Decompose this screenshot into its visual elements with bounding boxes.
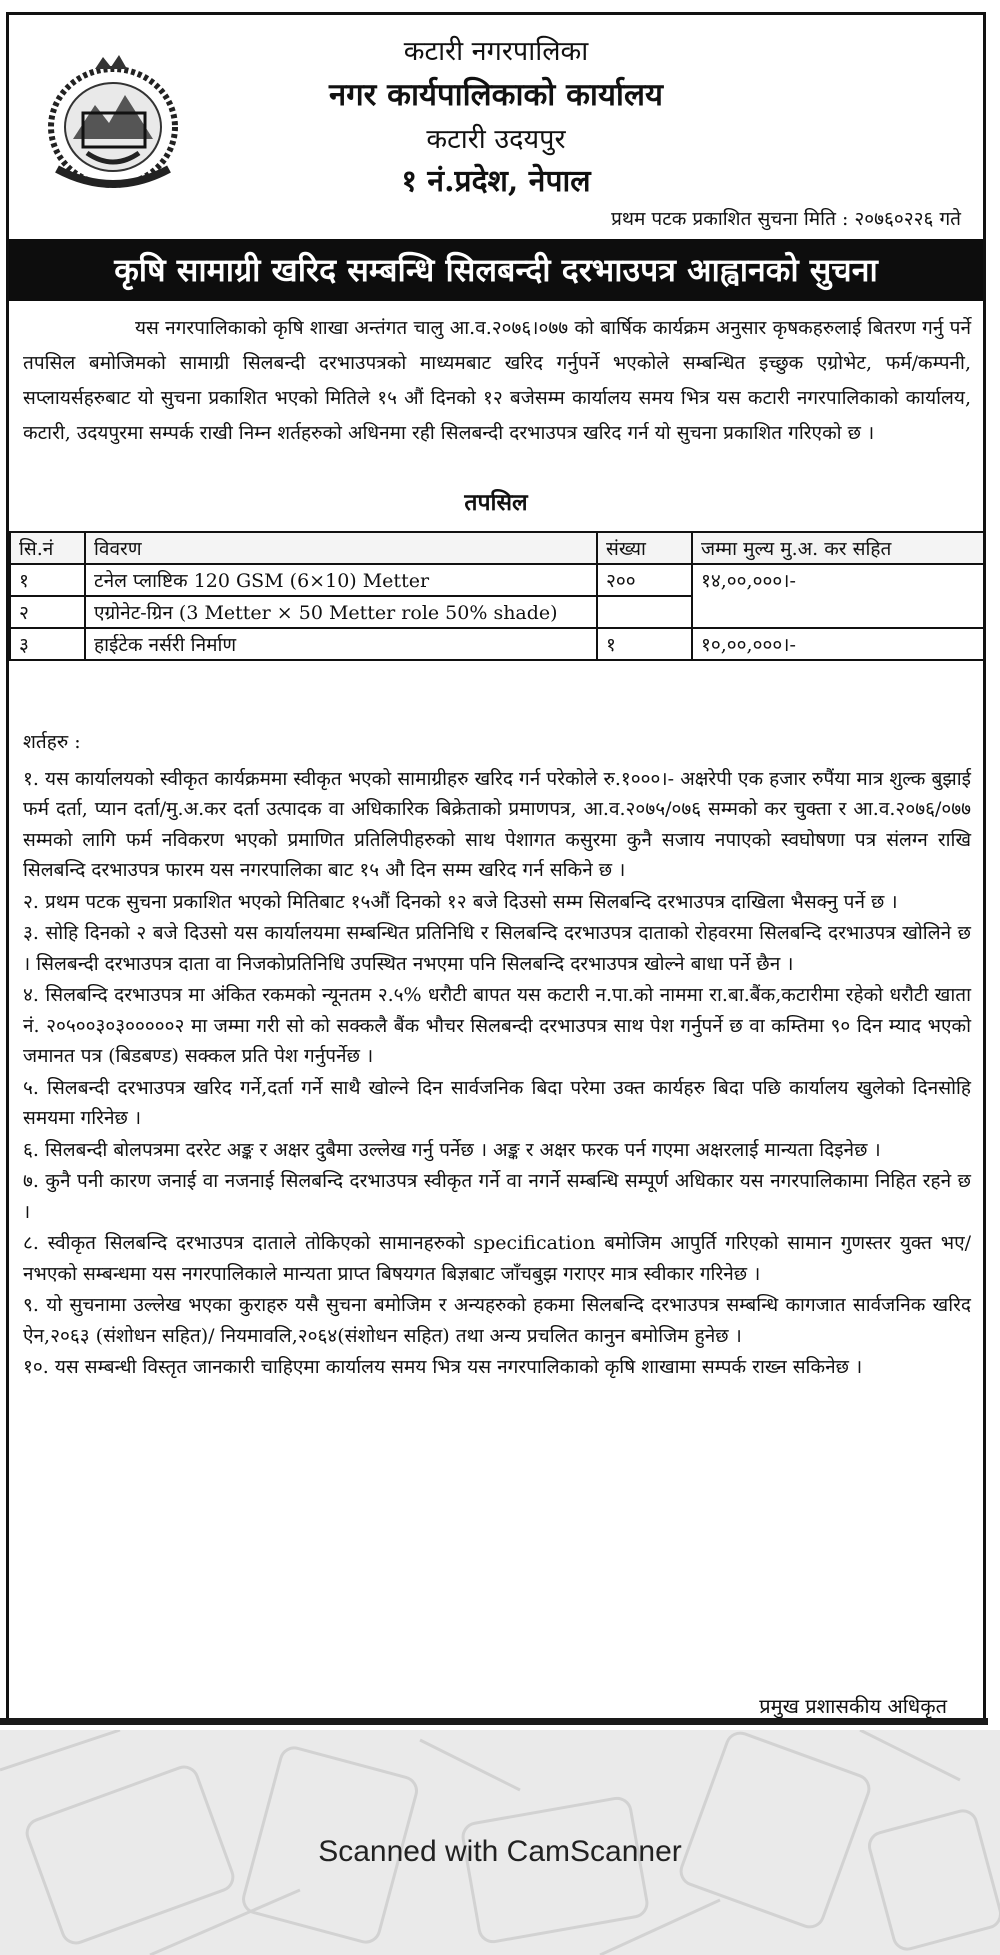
term-item: ७. कुनै पनी कारण जनाई वा नजनाई सिलबन्दि दरभाउपत्र स्वीकृत गर्ने वा नगर्ने सम्बन्धि सम्पूर्ण अधिकार यस नगरपालिकामा निहित रहने छ ।	[23, 1170, 971, 1223]
terms-heading: शर्तहरु :	[23, 731, 81, 753]
camscanner-footer	[0, 1730, 1000, 1955]
municipality-name: कटारी नगरपालिका	[403, 36, 589, 67]
cell-qty: १	[597, 628, 692, 660]
term-item: ३. सोहि दिनको २ बजे दिउसो यस कार्यालयमा सम्बन्धित प्रतिनिधि र सिलबन्दि दरभाउपत्र दाताको रोहवरमा सिलबन्दि दरभाउपत्र खोलिने छ । सिलबन्दी दरभाउपत्र दाता वा निजकोप्रतिनिधि उपस्थित नभएमा पनि सिलबन्दि दरभाउपत्र खोल्ने बाधा पर्ने छैन ।	[23, 922, 971, 975]
cell-qty	[597, 596, 692, 628]
cell-desc: हाईटेक नर्सरी निर्माण	[85, 628, 597, 660]
term-item: ६. सिलबन्दी बोलपत्रमा दररेट अङ्क र अक्षर दुबैमा उल्लेख गर्नु पर्नेछ । अङ्क र अक्षर फरक पर्न गएमा अक्षरलाई मान्यता दिइनेछ ।	[23, 1138, 881, 1161]
column-header: संख्या	[597, 532, 692, 564]
cell-sn: २	[10, 596, 85, 628]
column-header: विवरण	[85, 532, 597, 564]
terms-section	[23, 727, 971, 1384]
items-table	[9, 531, 985, 661]
letterhead	[9, 15, 983, 237]
details-heading: तपसिल	[464, 489, 528, 516]
office-location: कटारी उदयपुर	[426, 124, 566, 155]
notice-document	[6, 12, 986, 1723]
cell-qty: २००	[597, 564, 692, 596]
term-item: १०. यस सम्बन्धी विस्तृत जानकारी चाहिएमा कार्यालय समय भित्र यस नगरपालिकाको कृषि शाखामा सम्पर्क राख्न सकिनेछ ।	[23, 1356, 863, 1378]
cell-sn: ३	[10, 628, 85, 660]
term-item: २. प्रथम पटक सुचना प्रकाशित भएको मितिबाट १५औं दिनको १२ बजे दिउसो सम्म सिलबन्दि दरभाउपत्र दाखिला भैसक्नु पर्ने छ ।	[23, 890, 898, 913]
intro-paragraph: यस नगरपालिकाको कृषि शाखा अन्तंगत चालु आ.व.२०७६।०७७ को बार्षिक कार्यक्रम अनुसार कृषकहरुलाई बितरण गर्नु पर्ने तपसिल बमोजिमको सामाग्री सिलबन्दी दरभाउपत्रको माध्यमबाट खरिद गर्नुपर्ने भएकोले सम्बन्धित इच्छुक एग्रोभेट, फर्म/कम्पनी, सप्लायर्सहरुबाट यो सुचना प्रकाशित भएको मितिले १५ औं दिनको १२ बजेसम्म कार्यालय समय भित्र यस कटारी नगरपालिकाको कार्यालय, कटारी, उदयपुरमा सम्पर्क राखी निम्न शर्तहरुको अधिनमा रही सिलबन्दी दरभाउपत्र खरिद गर्न यो सुचना प्रकाशित गरिएको छ ।	[23, 317, 971, 444]
term-item: ५. सिलबन्दी दरभाउपत्र खरिद गर्ने,दर्ता गर्ने साथै खोल्ने दिन सार्वजनिक बिदा परेमा उक्त कार्यहरु बिदा पछि कार्यालय खुलेको दिनसोहि समयमा गरिनेछ ।	[23, 1076, 971, 1129]
column-header: सि.नं	[10, 532, 85, 564]
cell-amount: १०,००,०००।-	[692, 628, 984, 660]
page-bottom-rule	[0, 1718, 988, 1725]
office-name: नगर कार्यपालिकाको कार्यालय	[329, 77, 663, 113]
province-country: १ नं.प्रदेश, नेपाल	[401, 164, 591, 199]
cell-amount: १४,००,०००।-	[692, 564, 984, 628]
publish-date: प्रथम पटक प्रकाशित सुचना मिति : २०७६०२२६ गते	[611, 208, 961, 230]
term-item: १. यस कार्यालयको स्वीकृत कार्यक्रममा स्वीकृत भएको सामाग्रीहरु खरिद गर्न परेकोले रु.१०००।- अक्षरेपी एक हजार रुपैंया मात्र शुल्क बुझाई फर्म दर्ता, प्यान दर्ता/मु.अ.कर दर्ता उत्पादक वा अधिकारिक बिक्रेताको प्रमाणपत्र, आ.व.२०७५/०७६ सम्मको कर चुक्ता र आ.व.२०७६/०७७ सम्मको लागि फर्म नविकरण भएको प्रमाणित प्रतिलिपीहरुको साथ पेशागत कसुरमा कुनै सजाय नपाएको स्वघोषणा पत्र संलग्न राखि सिलबन्दि दरभाउपत्र फारम यस नगरपालिका बाट १५ औ दिन सम्म खरिद गर्न सकिने छ ।	[23, 767, 971, 881]
term-item: ८. स्वीकृत सिलबन्दि दरभाउपत्र दाताले तोकिएको सामानहरुको specification बमोजिम आपुर्ति गरिएको सामान गुणस्तर युक्त भए/नभएको सम्बन्धमा यस नगरपालिकाले मान्यता प्राप्त बिषयगत बिज्ञबाट जाँचबुझ गराएर मात्र स्वीकार गरिनेछ ।	[23, 1232, 971, 1285]
cell-desc: टनेल प्लाष्टिक 120 GSM (6×10) Metter	[85, 564, 597, 596]
table-row	[10, 628, 984, 660]
term-item: ४. सिलबन्दि दरभाउपत्र मा अंकित रकमको न्यूनतम २.५% धरौटी बापत यस कटारी न.पा.को नाममा रा.बा.बैंक,कटारीमा रहेको धरौटी खाता नं. २०५००३०३०००००२ मा जम्मा गरी सो को सक्कलै बैंक भौचर सिलबन्दी दरभाउपत्र साथ पेश गर्नुपर्ने छ वा कम्तिमा ९० दिन म्याद भएको जमानत पत्र (बिडबण्ड) सक्कल प्रति पेश गर्नुपर्नेछ ।	[23, 984, 971, 1067]
cell-desc: एग्रोनेट-ग्रिन (3 Metter × 50 Metter role 50% shade)	[85, 596, 597, 628]
signature-title: प्रमुख प्रशासकीय अधिकृत	[759, 1694, 947, 1718]
notice-title-banner: कृषि सामाग्री खरिद सम्बन्धि सिलबन्दी दरभाउपत्र आह्वानको सुचना	[9, 239, 983, 301]
cell-sn: १	[10, 564, 85, 596]
table-row	[10, 564, 984, 596]
term-item: ९. यो सुचनामा उल्लेख भएका कुराहरु यसै सुचना बमोजिम र अन्यहरुको हकमा सिलबन्दि दरभाउपत्र सम्बन्धि कागजात सार्वजनिक खरिद ऐन,२०६३ (संशोधन सहित)/ नियमावलि,२०६४(संशोधन सहित) तथा अन्य प्रचलित कानुन बमोजिम हुनेछ ।	[23, 1294, 971, 1347]
column-header: जम्मा मुल्य मु.अ. कर सहित	[692, 532, 984, 564]
camscanner-watermark-text: Scanned with CamScanner	[318, 1835, 682, 1868]
table-header-row	[10, 532, 984, 564]
